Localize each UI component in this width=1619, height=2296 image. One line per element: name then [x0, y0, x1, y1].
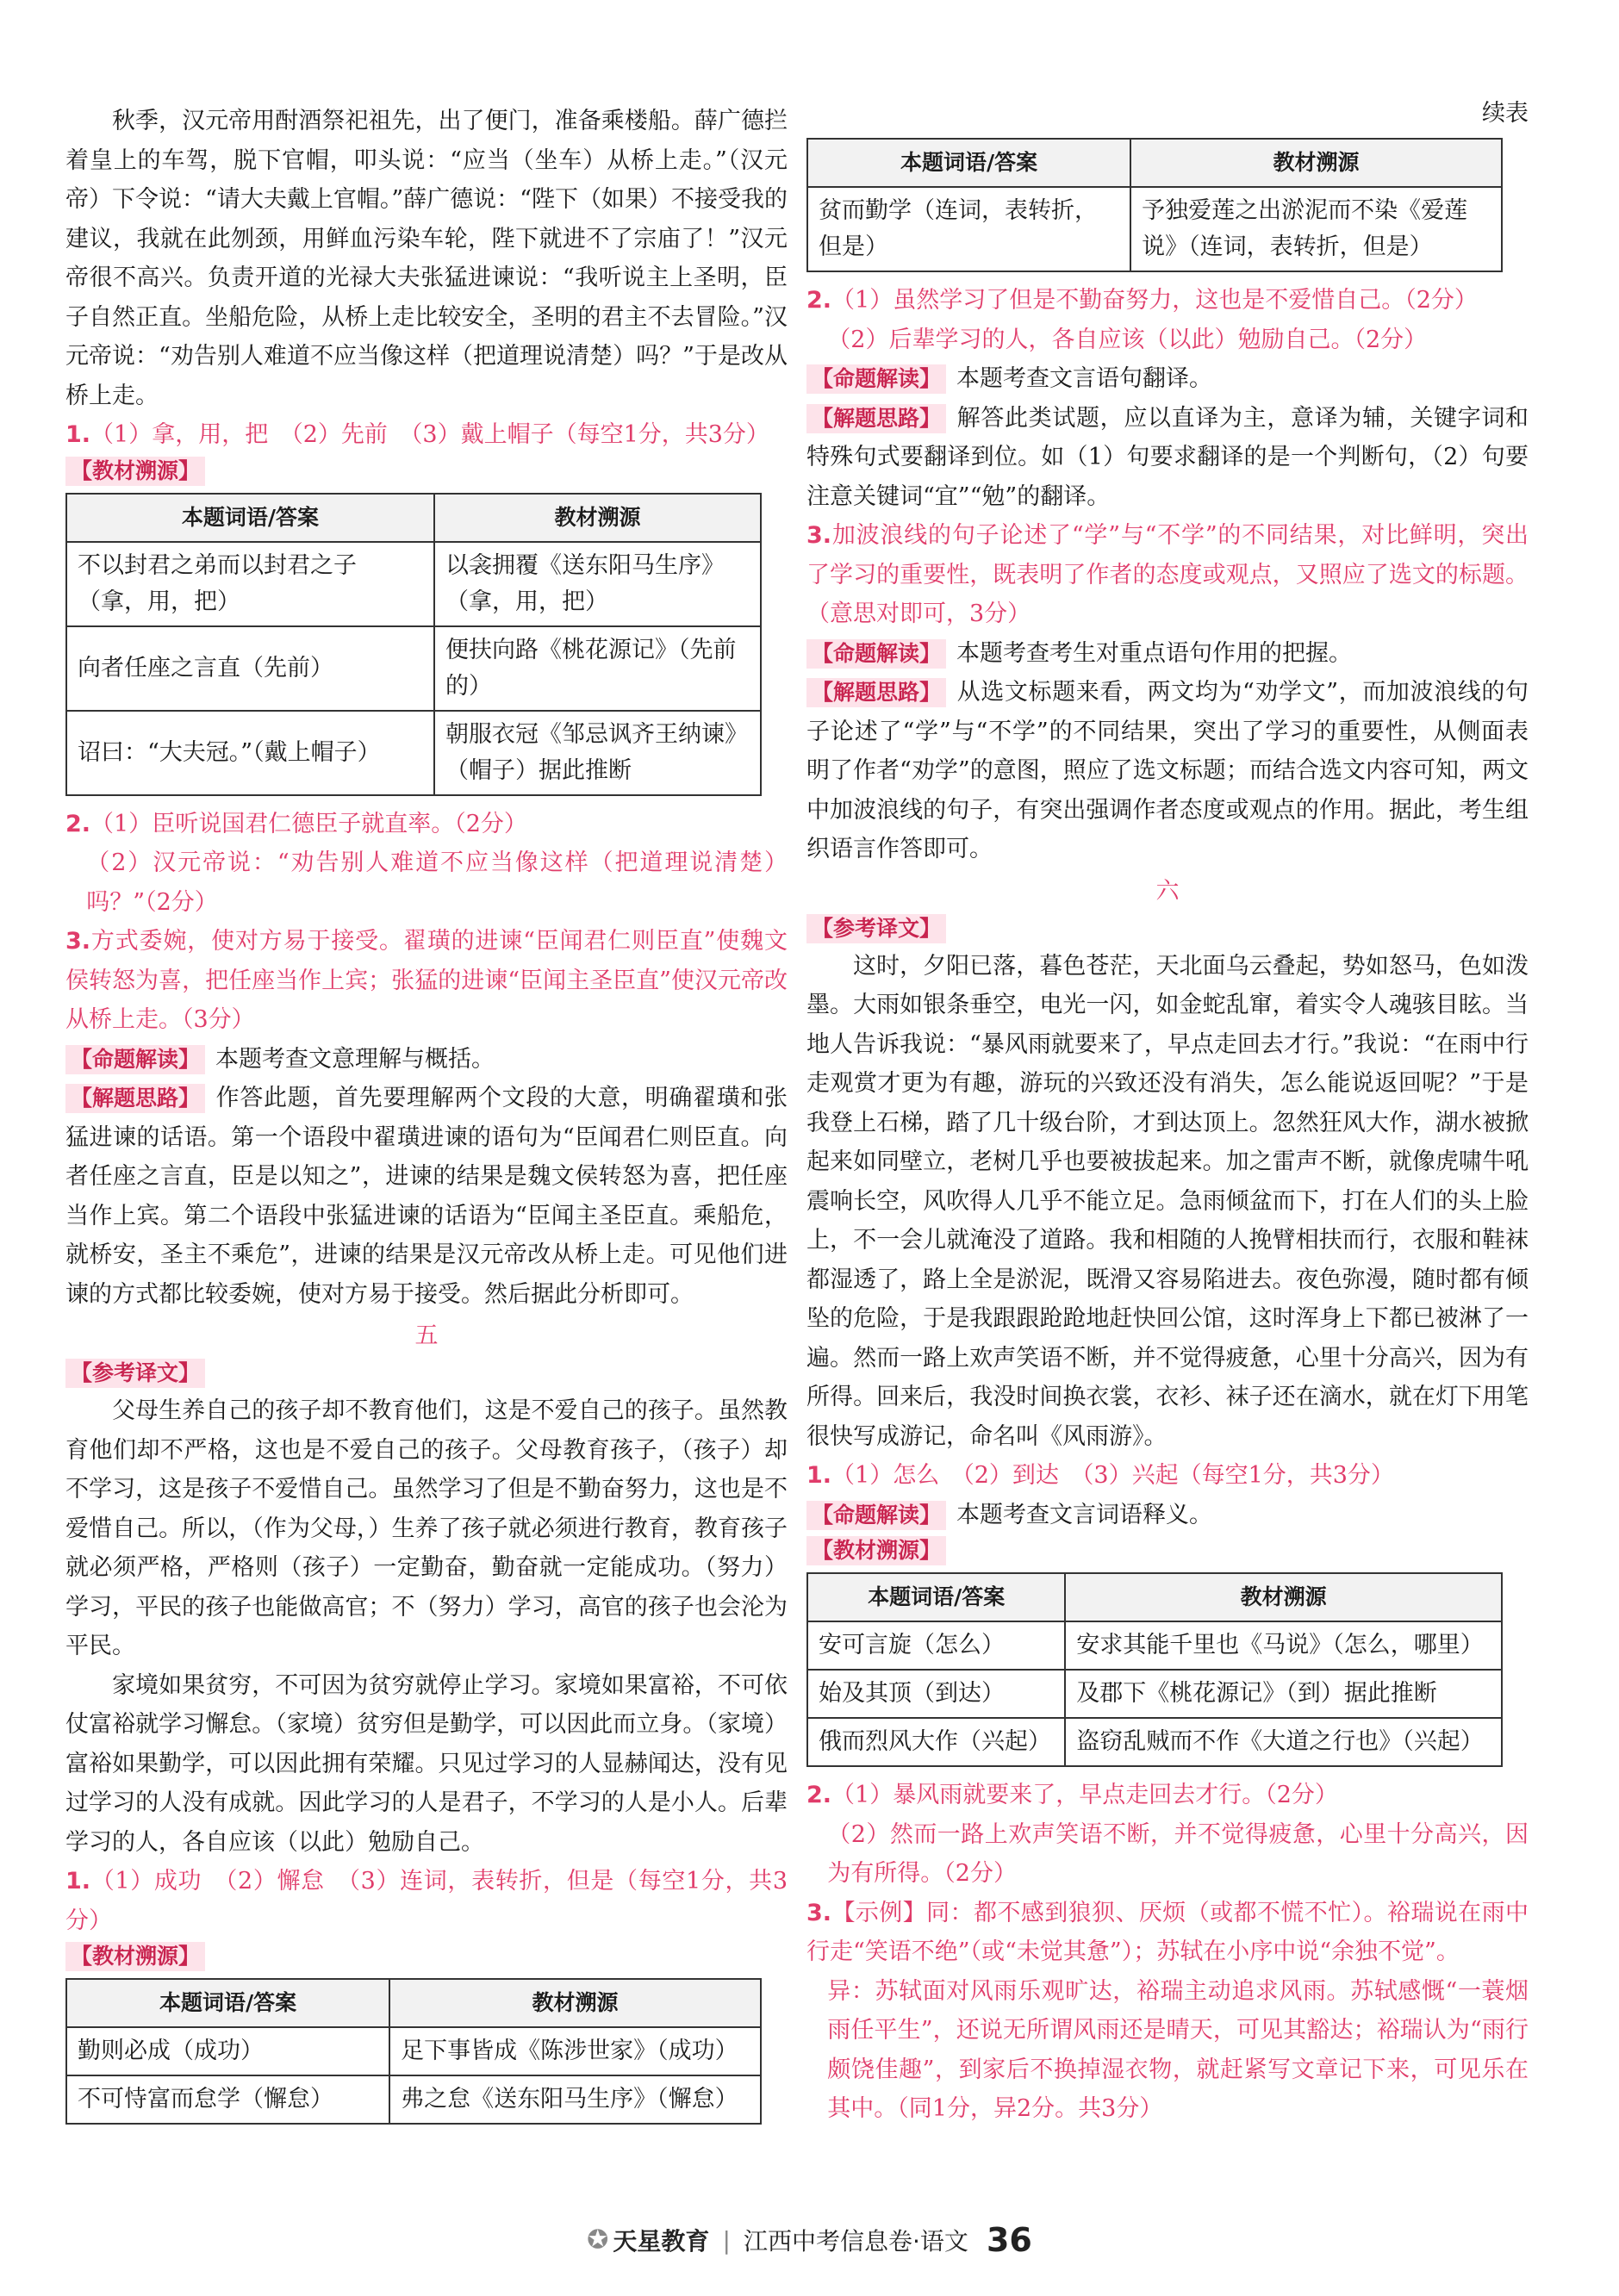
page-footer: [0, 2221, 1619, 2259]
analysis-text: 本题考查文言语句翻译。: [956, 365, 1213, 392]
brand-name: 天星教育: [613, 2227, 710, 2256]
table-cell: 始及其顶（到达）: [807, 1670, 1065, 1718]
table-header: 本题词语/答案: [66, 1979, 389, 2027]
textbook-table-1: [65, 493, 762, 796]
table-cell: 贫而勤学（连词，表转折，但是）: [807, 187, 1130, 271]
reference-translation-tag: 【参考译文】: [65, 1359, 205, 1388]
answer-6-2b: （2）然而一路上欢声笑语不断，并不觉得疲惫，心里十分高兴，因为有所得。（2分）: [827, 1820, 1529, 1887]
table-cell: 及郡下《桃花源记》（到）据此推断: [1065, 1670, 1502, 1718]
table-row: [66, 2075, 761, 2124]
table-cell: 安可言旋（怎么）: [807, 1621, 1065, 1670]
answer-3: [65, 922, 788, 1040]
left-column: [65, 102, 788, 2133]
table-cell: 便扶向路《桃花源记》（先前的）: [434, 626, 761, 711]
analysis-tag: 【命题解读】: [806, 639, 946, 669]
solution-tag: 【解题思路】: [65, 1084, 205, 1113]
answer-number: 3.: [806, 1899, 832, 1926]
exam-title: 江西中考信息卷·语文: [743, 2227, 968, 2256]
table-cell: 朝服衣冠《邹忌讽齐王纳谏》（帽子）据此推断: [434, 711, 761, 795]
table-cell: 以衾拥覆《送东阳马生序》（拿，用，把）: [434, 542, 761, 626]
table-continued-label: 续表: [1482, 100, 1529, 127]
answer-number: 1.: [65, 421, 91, 448]
answer-text: （1）虽然学习了但是不勤奋努力，这也是不爱惜自己。（2分）: [831, 287, 1478, 314]
analysis-tag: 【命题解读】: [65, 1045, 205, 1074]
answer-5-1: [65, 1862, 788, 1940]
answer-text: （1）拿，用，把 （2）先前 （3）戴上帽子（每空1分，共3分）: [90, 421, 769, 448]
answer-text: （1）成功 （2）懈怠 （3）连词，表转折，但是（每空1分，共3分）: [65, 1868, 788, 1934]
answer-text: （1）怎么 （2）到达 （3）兴起（每空1分，共3分）: [831, 1462, 1394, 1489]
answer-2b: （2）汉元帝说：“劝告别人难道不应当像这样（把道理说清楚）吗？”（2分）: [86, 849, 788, 916]
answer-number: 1.: [806, 1462, 832, 1489]
answer-2a: [65, 805, 788, 844]
table-row: [66, 626, 761, 711]
table-row: [66, 711, 761, 795]
analysis-tag: 【命题解读】: [806, 364, 946, 394]
table-cell: 不可恃富而怠学（懈怠）: [66, 2075, 389, 2124]
solution-text: 从选文标题来看，两文均为“劝学文”，而加波浪线的句子论述了“学”与“不学”的不同结果，突出了学习的重要性，从侧面表明了作者“劝学”的意图，照应了选文标题；而结合选文内容可知，两文中加波浪线的句子，有突出强调作者态度或观点的作用。据此，考生组织语言作答即可。: [806, 679, 1529, 862]
answer-number: 3.: [806, 522, 832, 549]
table-header: 教材溯源: [1130, 139, 1502, 187]
solution-row: [806, 399, 1529, 517]
translation-tag-row: [806, 914, 1529, 943]
divider: |: [722, 2225, 731, 2255]
answer-text: 加波浪线的句子论述了“学”与“不学”的不同结果，对比鲜明，突出了学习的重要性，既表明了作者的态度或观点，又照应了选文的标题。（意思对即可，3分）: [806, 522, 1529, 627]
analysis-text: 本题考查文意理解与概括。: [215, 1045, 495, 1073]
answer-text: 方式委婉，使对方易于接受。翟璜的进谏“臣闻君仁则臣直”使魏文侯转怒为喜，把任座当作上宾；张猛的进谏“臣闻主圣臣直”使汉元帝改从桥上走。（3分）: [65, 928, 788, 1033]
star-logo-icon: ✪: [587, 2224, 609, 2256]
table-header: 本题词语/答案: [807, 1573, 1065, 1621]
translation-paragraph: 家境如果贫穷，不可因为贫穷就停止学习。家境如果富裕，不可依仗富裕就学习懈怠。（家境）贫穷但是勤学，可以因此而立身。（家境）富裕如果勤学，可以因此拥有荣耀。只见过学习的人显赫闻达，没有见过学习的人没有成就。因此学习的人是君子，不学习的人是小人。后辈学习的人，各自应该（以此）勉励自己。: [65, 1671, 788, 1856]
textbook-source-tag: 【教材溯源】: [65, 1942, 205, 1971]
answer-1: [65, 415, 788, 455]
reference-translation-tag: 【参考译文】: [806, 914, 946, 943]
answer-3: [806, 516, 1529, 634]
table-cell: 诏曰：“大夫冠。”（戴上帽子）: [66, 711, 434, 795]
table-cell: 不以封君之弟而以封君之子（拿，用，把）: [66, 542, 434, 626]
table-row: [66, 542, 761, 626]
table-cell: 向者任座之言直（先前）: [66, 626, 434, 711]
answer-number: 1.: [65, 1868, 91, 1895]
analysis-row: [806, 359, 1529, 399]
table-header: 教材溯源: [434, 494, 761, 542]
table-row: [807, 187, 1502, 271]
solution-row: [806, 673, 1529, 869]
section-heading-6: 六: [1155, 877, 1180, 905]
textbook-source-tag: 【教材溯源】: [65, 457, 205, 486]
textbook-tag-row: [65, 457, 788, 486]
analysis-text: 本题考查文言词语释义。: [956, 1501, 1213, 1528]
right-column: [806, 102, 1529, 2129]
analysis-tag: 【命题解读】: [806, 1501, 946, 1530]
table-header: 本题词语/答案: [807, 139, 1130, 187]
section-heading-5: 五: [414, 1322, 439, 1349]
textbook-table-3: [806, 138, 1503, 272]
answer-text: （1）暴风雨就要来了，早点走回去才行。（2分）: [831, 1782, 1338, 1808]
table-cell: 足下事皆成《陈涉世家》（成功）: [389, 2027, 761, 2075]
table-row: [66, 2027, 761, 2075]
textbook-source-tag: 【教材溯源】: [806, 1536, 946, 1565]
answer-number: 3.: [65, 928, 91, 955]
solution-text: 解答此类试题，应以直译为主，意译为辅，关键字词和特殊句式要翻译到位。如（1）句要求翻译的是一个判断句，（2）句要注意关键词“宜”“勉”的翻译。: [806, 404, 1529, 510]
answer-6-1: [806, 1456, 1529, 1496]
answer-6-3a: [806, 1894, 1529, 1972]
table-cell: 安求其能千里也《马说》（怎么，哪里）: [1065, 1621, 1502, 1670]
translation-tag-row: [65, 1359, 788, 1388]
answer-2a: [806, 281, 1529, 320]
answer-text: 【示例】同：都不感到狼狈、厌烦（或都不慌不忙）。裕瑞说在雨中行走“笑语不绝”（或“未觉其惫”）；苏轼在小序中说“余独不觉”。: [806, 1899, 1529, 1965]
answer-6-3b: 异：苏轼面对风雨乐观旷达，裕瑞主动追求风雨。苏轼感慨“一蓑烟雨任平生”，还说无所谓风雨还是晴天，可见其豁达；裕瑞认为“雨行颇饶佳趣”，到家后不换掉湿衣物，就赶紧写文章记下来，可见乐在其中。（同1分，异2分。共3分）: [827, 1977, 1529, 2122]
analysis-row: [806, 1496, 1529, 1535]
answer-2b: （2）后辈学习的人，各自应该（以此）勉励自己。（2分）: [827, 326, 1428, 353]
intro-translation: 秋季，汉元帝用酎酒祭祀祖先，出了便门，准备乘楼船。薛广德拦着皇上的车驾，脱下官帽，叩头说：“应当（坐车）从桥上走。”（汉元帝）下令说：“请大夫戴上官帽。”薛广德说：“陛下（如果）不接受我的建议，我就在此刎颈，用鲜血污染车轮，陛下就进不了宗庙了！”汉元帝很不高兴。负责开道的光禄大夫张猛进谏说：“我听说主上圣明，臣子自然正直。坐船危险，从桥上走比较安全，圣明的君主不去冒险。”汉元帝说：“劝告别人难道不应当像这样（把道理说清楚）吗？”于是改从桥上走。: [65, 108, 788, 409]
page-number: 36: [986, 2221, 1032, 2259]
table-header: 教材溯源: [389, 1979, 761, 2027]
table-row: [807, 1621, 1502, 1670]
textbook-tag-row: [65, 1942, 788, 1971]
translation-paragraph: 这时，夕阳已落，暮色苍茫，天北面乌云叠起，势如怒马，色如泼墨。大雨如银条垂空，电光一闪，如金蛇乱窜，着实令人魂骇目眩。当地人告诉我说：“暴风雨就要来了，早点走回去才行。”我说：“在雨中行走观赏才更为有趣，游玩的兴致还没有消失，怎么能说返回呢？”于是我登上石梯，踏了几十级台阶，才到达顶上。忽然狂风大作，湖水被掀起来如同壁立，老树几乎也要被拔起来。加之雷声不断，就像虎啸牛吼震响长空，风吹得人几乎不能立足。急雨倾盆而下，打在人们的头上脸上，不一会儿就淹没了道路。我和相随的人挽臂相扶而行，衣服和鞋袜都湿透了，路上全是淤泥，既滑又容易陷进去。夜色弥漫，随时都有倾坠的危险，于是我跟跟跄跄地赶快回公馆，这时浑身上下都已被淋了一遍。然而一路上欢声笑语不断，并不觉得疲惫，心里十分高兴，因为有所得。回来后，我没时间换衣裳，衣衫、袜子还在滴水，就在灯下用笔很快写成游记，命名叫《风雨游》。: [806, 952, 1529, 1450]
analysis-row: [806, 634, 1529, 674]
solution-tag: 【解题思路】: [806, 678, 946, 707]
table-cell: 勤则必成（成功）: [66, 2027, 389, 2075]
table-cell: 盗窃乱贼而不作《大道之行也》（兴起）: [1065, 1718, 1502, 1766]
answer-6-2a: [806, 1776, 1529, 1815]
answer-number: 2.: [806, 1782, 832, 1808]
answer-number: 2.: [806, 287, 832, 314]
textbook-table-4: [806, 1572, 1503, 1767]
textbook-tag-row: [806, 1536, 1529, 1565]
solution-text: 作答此题，首先要理解两个文段的大意，明确翟璜和张猛进谏的话语。第一个语段中翟璜进谏的语句为“臣闻君仁则臣直。向者任座之言直，臣是以知之”，进谏的结果是魏文侯转怒为喜，把任座当作上宾。第二个语段中张猛进谏的话语为“臣闻主圣臣直。乘船危，就桥安，圣主不乘危”，进谏的结果是汉元帝改从桥上走。可见他们进谏的方式都比较委婉，使对方易于接受。然后据此分析即可。: [65, 1085, 788, 1308]
answer-number: 2.: [65, 810, 91, 837]
table-cell: 弗之怠《送东阳马生序》（懈怠）: [389, 2075, 761, 2124]
table-cell: 俄而烈风大作（兴起）: [807, 1718, 1065, 1766]
table-header: 教材溯源: [1065, 1573, 1502, 1621]
answer-text: （1）臣听说国君仁德臣子就直率。（2分）: [90, 810, 527, 837]
translation-paragraph: 父母生养自己的孩子却不教育他们，这是不爱自己的孩子。虽然教育他们却不严格，这也是不爱自己的孩子。父母教育孩子，（孩子）却不学习，这是孩子不爱惜自己。虽然学习了但是不勤奋努力，这也是不爱惜自己。所以，（作为父母，）生养了孩子就必须进行教育，教育孩子就必须严格，严格则（孩子）一定勤奋，勤奋就一定能成功。（努力）学习，平民的孩子也能做高官；不（努力）学习，高官的孩子也会沦为平民。: [65, 1397, 788, 1659]
analysis-row: [65, 1040, 788, 1080]
table-row: [807, 1718, 1502, 1766]
table-cell: 予独爱莲之出淤泥而不染《爱莲说》（连词，表转折，但是）: [1130, 187, 1502, 271]
table-row: [807, 1670, 1502, 1718]
analysis-text: 本题考查考生对重点语句作用的把握。: [956, 639, 1353, 667]
solution-tag: 【解题思路】: [806, 404, 946, 433]
solution-row: [65, 1079, 788, 1314]
textbook-table-2: [65, 1978, 762, 2125]
table-header: 本题词语/答案: [66, 494, 434, 542]
